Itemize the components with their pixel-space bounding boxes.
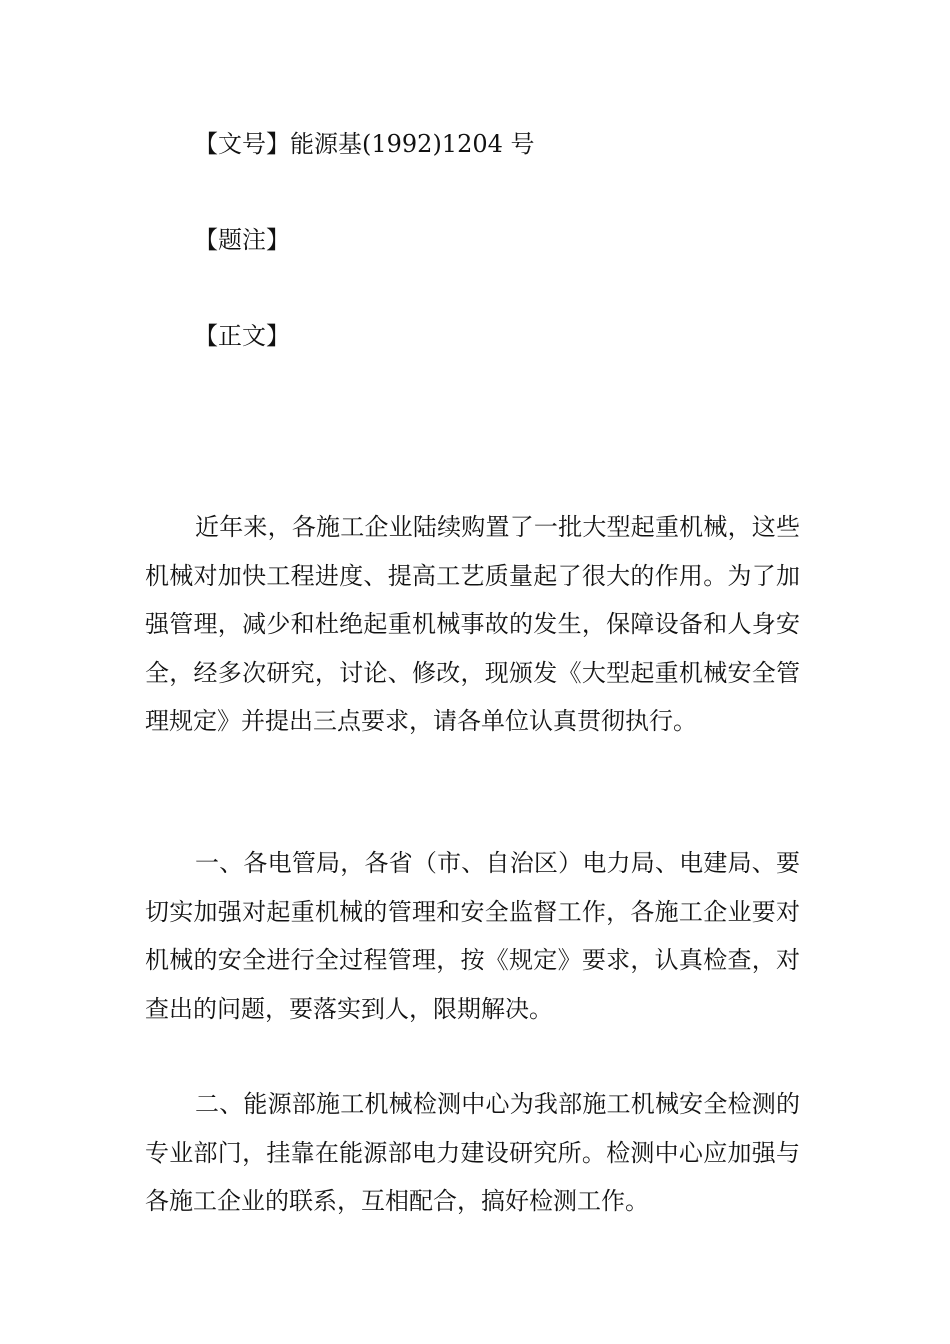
body-paragraph-1: 近年来，各施工企业陆续购置了一批大型起重机械，这些机械对加快工程进度、提高工艺质量起了很大的作用。为了加强管理，减少和杜绝起重机械事故的发生，保障设备和人身安全，经多次研究，讨论、修改，现颁发《大型起重机械安全管理规定》并提出三点要求，请各单位认真贯彻执行。 (145, 513, 800, 735)
title-note-label: 【题注】 (194, 226, 290, 254)
body-paragraph-3: 二、能源部施工机械检测中心为我部施工机械安全检测的专业部门，挂靠在能源部电力建设研究所。检测中心应加强与各施工企业的联系，互相配合，搞好检测工作。 (145, 1090, 800, 1215)
doc-number-line: 【文号】能源基(1992)1204 号 (194, 130, 535, 158)
body-paragraph-2: 一、各电管局，各省（市、自治区）电力局、电建局、要切实加强对起重机械的管理和安全监督工作，各施工企业要对机械的安全进行全过程管理，按《规定》要求，认真检查，对查出的问题，要落实到人，限期解决。 (145, 849, 800, 1023)
body-label: 【正文】 (194, 322, 290, 350)
